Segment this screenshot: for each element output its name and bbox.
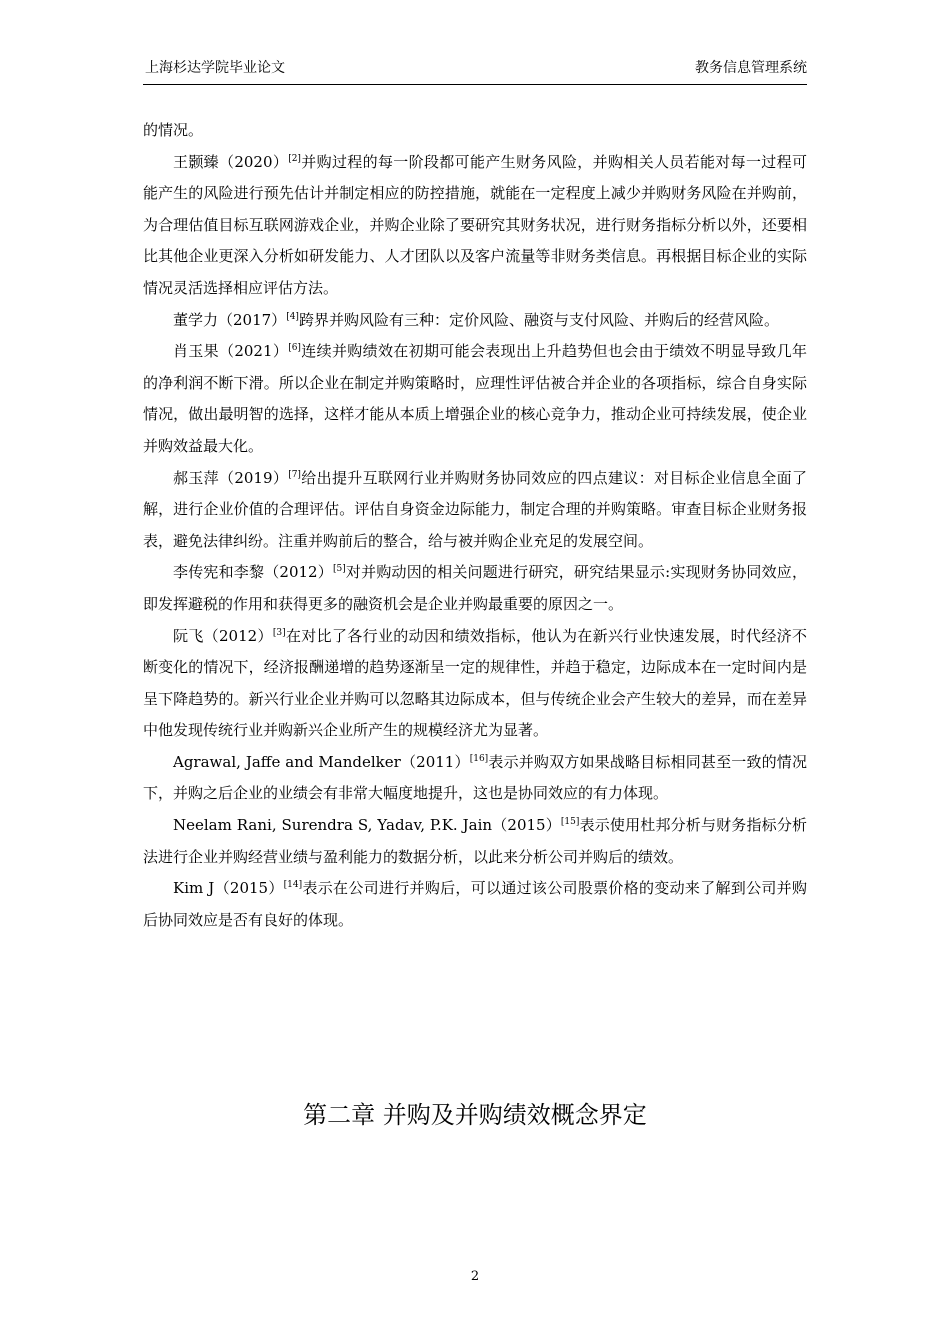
paragraph-dong — [143, 305, 807, 337]
citation-ref: [3] — [272, 627, 286, 638]
paragraph-text: 在对比了各行业的动因和绩效指标，他认为在新兴行业快速发展，时代经济不断变化的情况下，经济报酬递增的趋势逐渐呈一定的规律性，并趋于稳定，边际成本在一定时间内是呈下降趋势的。新兴行业企业并购可以忽略其边际成本，但与传统企业会产生较大的差异，而在差异中他发现传统行业并购新兴企业所产生的规模经济尤为显著。 — [143, 626, 807, 740]
citation-ref: [7] — [288, 469, 301, 480]
paragraph-wang — [143, 147, 807, 305]
citation-author: Neelam Rani, Surendra S, Yadav, P.K. Jain（2015） — [173, 816, 561, 835]
paragraph-text: 的情况。 — [143, 121, 204, 139]
paragraph-hao — [143, 463, 807, 558]
paragraph-xiao — [143, 336, 807, 462]
header-divider — [143, 84, 807, 85]
paragraph-text: 对并购动因的相关问题进行研究，研究结果显示:实现财务协同效应，即发挥避税的作用和获得更多的融资机会是企业并购最重要的原因之一。 — [143, 563, 807, 613]
citation-ref: [6] — [288, 343, 301, 354]
chapter-title: 第二章 并购及并购绩效概念界定 — [303, 1101, 647, 1129]
paragraph-text: 连续并购绩效在初期可能会表现出上升趋势但也会由于绩效不明显导致几年的净利润不断下滑。所以企业在制定并购策略时，应理性评估被合并企业的各项指标，综合自身实际情况，做出最明智的选择，这样才能从本质上增强企业的核心竞争力，推动企业可持续发展，使企业并购效益最大化。 — [143, 342, 807, 455]
citation-author: 肖玉果（2021） — [173, 342, 289, 361]
page-number: 2 — [470, 1269, 480, 1284]
paragraph-text: 给出提升互联网行业并购财务协同效应的四点建议：对目标企业信息全面了解，进行企业价值的合理评估。评估自身资金边际能力，制定合理的并购策略。审查目标企业财务报表，避免法律纠纷。注重并购前后的整合，给与被并购企业充足的发展空间。 — [143, 468, 807, 550]
paragraph-text: 并购过程的每一阶段都可能产生财务风险，并购相关人员若能对每一过程可能产生的风险进行预先估计并制定相应的防控措施，就能在一定程度上减少并购财务风险在并购前，为合理估值目标互联网游戏企业，并购企业除了要研究其财务状况，进行财务指标分析以外，还要相比其他企业更深入分析如研发能力、人才团队以及客户流量等非财务类信息。再根据目标企业的实际情况灵活选择相应评估方法。 — [143, 152, 807, 297]
citation-author: 董学力（2017） — [173, 310, 287, 329]
paragraph-neelam — [143, 810, 807, 873]
paragraph-text: 表示在公司进行并购后，可以通过该公司股票价格的变动来了解到公司并购后协同效应是否有良好的体现。 — [143, 879, 807, 929]
paragraph-kim — [143, 873, 807, 936]
paragraph-text: 表示并购双方如果战略目标相同甚至一致的情况下，并购之后企业的业绩会有非常大幅度地提升，这也是协同效应的有力体现。 — [143, 752, 807, 803]
paragraph-text: 表示使用杜邦分析与财务指标分析法进行企业并购经营业绩与盈利能力的数据分析，以此来分析公司并购后的绩效。 — [143, 816, 807, 866]
citation-author: 王颢臻（2020） — [173, 152, 289, 171]
citation-ref: [2] — [288, 153, 301, 164]
citation-ref: [14] — [283, 880, 303, 891]
paragraph-li — [143, 557, 807, 620]
citation-author: Kim J（2015） — [173, 879, 284, 898]
citation-ref: [16] — [469, 753, 489, 764]
body-text — [143, 115, 807, 936]
header-thesis-title: 教务信息管理系统 — [695, 60, 807, 76]
citation-ref: [4] — [286, 311, 299, 322]
citation-author: 阮飞（2012） — [173, 626, 273, 645]
paragraph-agrawal — [143, 747, 807, 810]
paragraph-ruan — [143, 621, 807, 747]
citation-author: 李传宪和李黎（2012） — [173, 563, 333, 582]
citation-ref: [15] — [560, 817, 580, 828]
paragraph-text: 跨界并购风险有三种：定价风险、融资与支付风险、并购后的经营风险。 — [298, 310, 779, 329]
citation-author: 郝玉萍（2019） — [173, 468, 289, 487]
paragraph-continuation — [143, 115, 807, 147]
citation-author: Agrawal, Jaffe and Mandelker（2011） — [173, 752, 470, 771]
citation-ref: [5] — [332, 564, 346, 575]
header-school-title: 上海杉达学院毕业论文 — [145, 60, 285, 76]
